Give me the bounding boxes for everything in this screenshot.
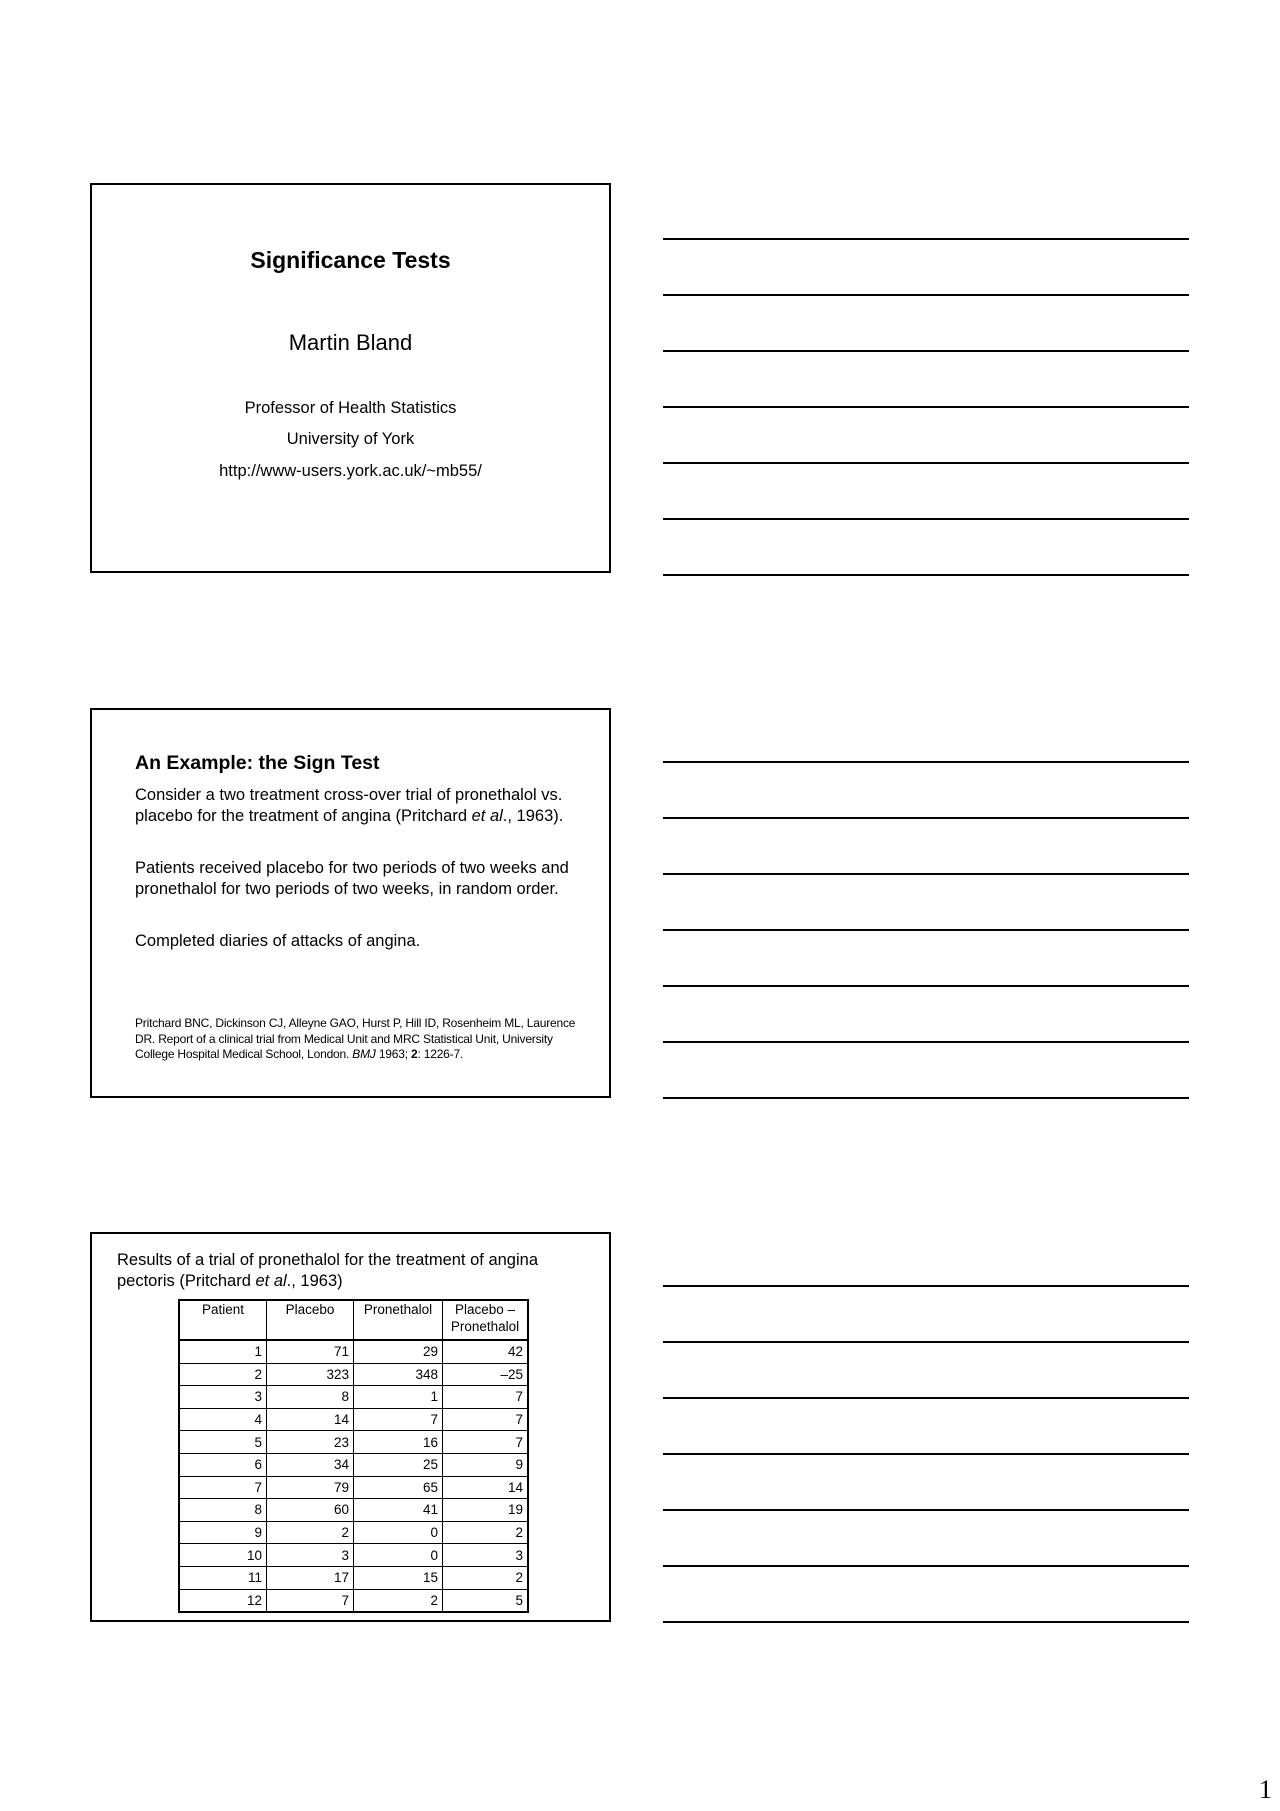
notes-line — [663, 761, 1189, 763]
table-cell: 1 — [179, 1340, 267, 1363]
notes-line — [663, 1453, 1189, 1455]
table-cell: 5 — [443, 1589, 529, 1612]
notes-line — [663, 985, 1189, 987]
notes-line — [663, 462, 1189, 464]
table-cell: 79 — [267, 1476, 354, 1499]
table-cell: –25 — [443, 1363, 529, 1386]
table-caption: Results of a trial of pronethalol for the treatment of angina pectoris (Pritchard et al., 1963) — [117, 1251, 538, 1290]
table-cell: 7 — [179, 1476, 267, 1499]
paragraph-3: Completed diaries of attacks of angina. — [135, 932, 421, 950]
table-row — [179, 1589, 528, 1612]
notes-line — [663, 1285, 1189, 1287]
notes-line — [663, 350, 1189, 352]
table-cell: 2 — [443, 1521, 529, 1544]
table-cell: 2 — [354, 1589, 443, 1612]
table-row — [179, 1544, 528, 1567]
notes-line — [663, 238, 1189, 240]
table-cell: 7 — [267, 1589, 354, 1612]
table-cell: 16 — [354, 1431, 443, 1454]
notes-line — [663, 1097, 1189, 1099]
notes-line — [663, 1509, 1189, 1511]
table-cell: 25 — [354, 1453, 443, 1476]
table-cell: 3 — [267, 1544, 354, 1567]
author-institution: University of York — [286, 430, 415, 448]
notes-line — [663, 1621, 1189, 1623]
table-cell: 7 — [443, 1408, 529, 1431]
table-cell: 41 — [354, 1499, 443, 1522]
table-header-placebo: Placebo — [267, 1300, 354, 1340]
notes-line — [663, 1565, 1189, 1567]
notes-line — [663, 1041, 1189, 1043]
table-row — [179, 1408, 528, 1431]
table-cell: 323 — [267, 1363, 354, 1386]
table-cell: 9 — [179, 1521, 267, 1544]
paragraph-2: Patients received placebo for two periods of two weeks and pronethalol for two periods of two weeks, in random order. — [135, 859, 569, 898]
table-cell: 2 — [443, 1566, 529, 1589]
table-cell: 12 — [179, 1589, 267, 1612]
table-row — [179, 1521, 528, 1544]
table-cell: 0 — [354, 1521, 443, 1544]
table-cell: 19 — [443, 1499, 529, 1522]
table-cell: 2 — [267, 1521, 354, 1544]
table-cell: 34 — [267, 1453, 354, 1476]
table-cell: 29 — [354, 1340, 443, 1363]
table-cell: 17 — [267, 1566, 354, 1589]
notes-line — [663, 406, 1189, 408]
table-header-patient: Patient — [179, 1300, 267, 1340]
notes-line — [663, 294, 1189, 296]
notes-line — [663, 1341, 1189, 1343]
results-table — [178, 1299, 529, 1613]
table-row — [179, 1453, 528, 1476]
table-cell: 4 — [179, 1408, 267, 1431]
table-cell: 1 — [354, 1386, 443, 1409]
table-cell: 42 — [443, 1340, 529, 1363]
table-row — [179, 1363, 528, 1386]
table-cell: 65 — [354, 1476, 443, 1499]
notes-line — [663, 518, 1189, 520]
table-cell: 11 — [179, 1566, 267, 1589]
table-row — [179, 1499, 528, 1522]
table-cell: 8 — [267, 1386, 354, 1409]
notes-line — [663, 574, 1189, 576]
table-cell: 5 — [179, 1431, 267, 1454]
table-cell: 14 — [443, 1476, 529, 1499]
notes-line — [663, 817, 1189, 819]
table-header-difference: Placebo – Pronethalol — [443, 1300, 529, 1340]
table-row — [179, 1566, 528, 1589]
table-cell: 348 — [354, 1363, 443, 1386]
author-url: http://www-users.york.ac.uk/~mb55/ — [219, 462, 482, 480]
table-row — [179, 1431, 528, 1454]
table-cell: 3 — [443, 1544, 529, 1567]
author-position: Professor of Health Statistics — [244, 399, 457, 417]
table-cell: 23 — [267, 1431, 354, 1454]
notes-line — [663, 1397, 1189, 1399]
table-cell: 9 — [443, 1453, 529, 1476]
table-cell: 60 — [267, 1499, 354, 1522]
table-cell: 15 — [354, 1566, 443, 1589]
notes-line — [663, 873, 1189, 875]
table-cell: 10 — [179, 1544, 267, 1567]
table-cell: 7 — [443, 1431, 529, 1454]
table-cell: 6 — [179, 1453, 267, 1476]
paragraph-1: Consider a two treatment cross-over trial of pronethalol vs. placebo for the treatment of angina (Pritchard et al., 1963). — [135, 786, 564, 825]
table-cell: 8 — [179, 1499, 267, 1522]
table-row — [179, 1386, 528, 1409]
table-cell: 2 — [179, 1363, 267, 1386]
table-cell: 7 — [443, 1386, 529, 1409]
table-cell: 7 — [354, 1408, 443, 1431]
slide-1 — [90, 183, 611, 573]
table-cell: 3 — [179, 1386, 267, 1409]
table-row — [179, 1476, 528, 1499]
page-number: 1 — [1259, 1775, 1272, 1804]
reference-citation: Pritchard BNC, Dickinson CJ, Alleyne GAO, Hurst P, Hill ID, Rosenheim ML, Laurence DR. Report of a clinical trial from Medical Unit and MRC Statistical Unit, University College Hospital Medical School, London. BMJ 1963; 2: 1226-7. — [135, 1016, 576, 1061]
table-cell: 0 — [354, 1544, 443, 1567]
author-name: Martin Bland — [288, 330, 413, 355]
slide-heading: An Example: the Sign Test — [135, 752, 380, 774]
table-cell: 14 — [267, 1408, 354, 1431]
slide-2 — [90, 708, 611, 1098]
notes-line — [663, 929, 1189, 931]
table-cell: 71 — [267, 1340, 354, 1363]
slide-title: Significance Tests — [250, 247, 451, 273]
table-row — [179, 1340, 528, 1363]
slide-3 — [90, 1232, 611, 1622]
table-header-pronethalol: Pronethalol — [354, 1300, 443, 1340]
